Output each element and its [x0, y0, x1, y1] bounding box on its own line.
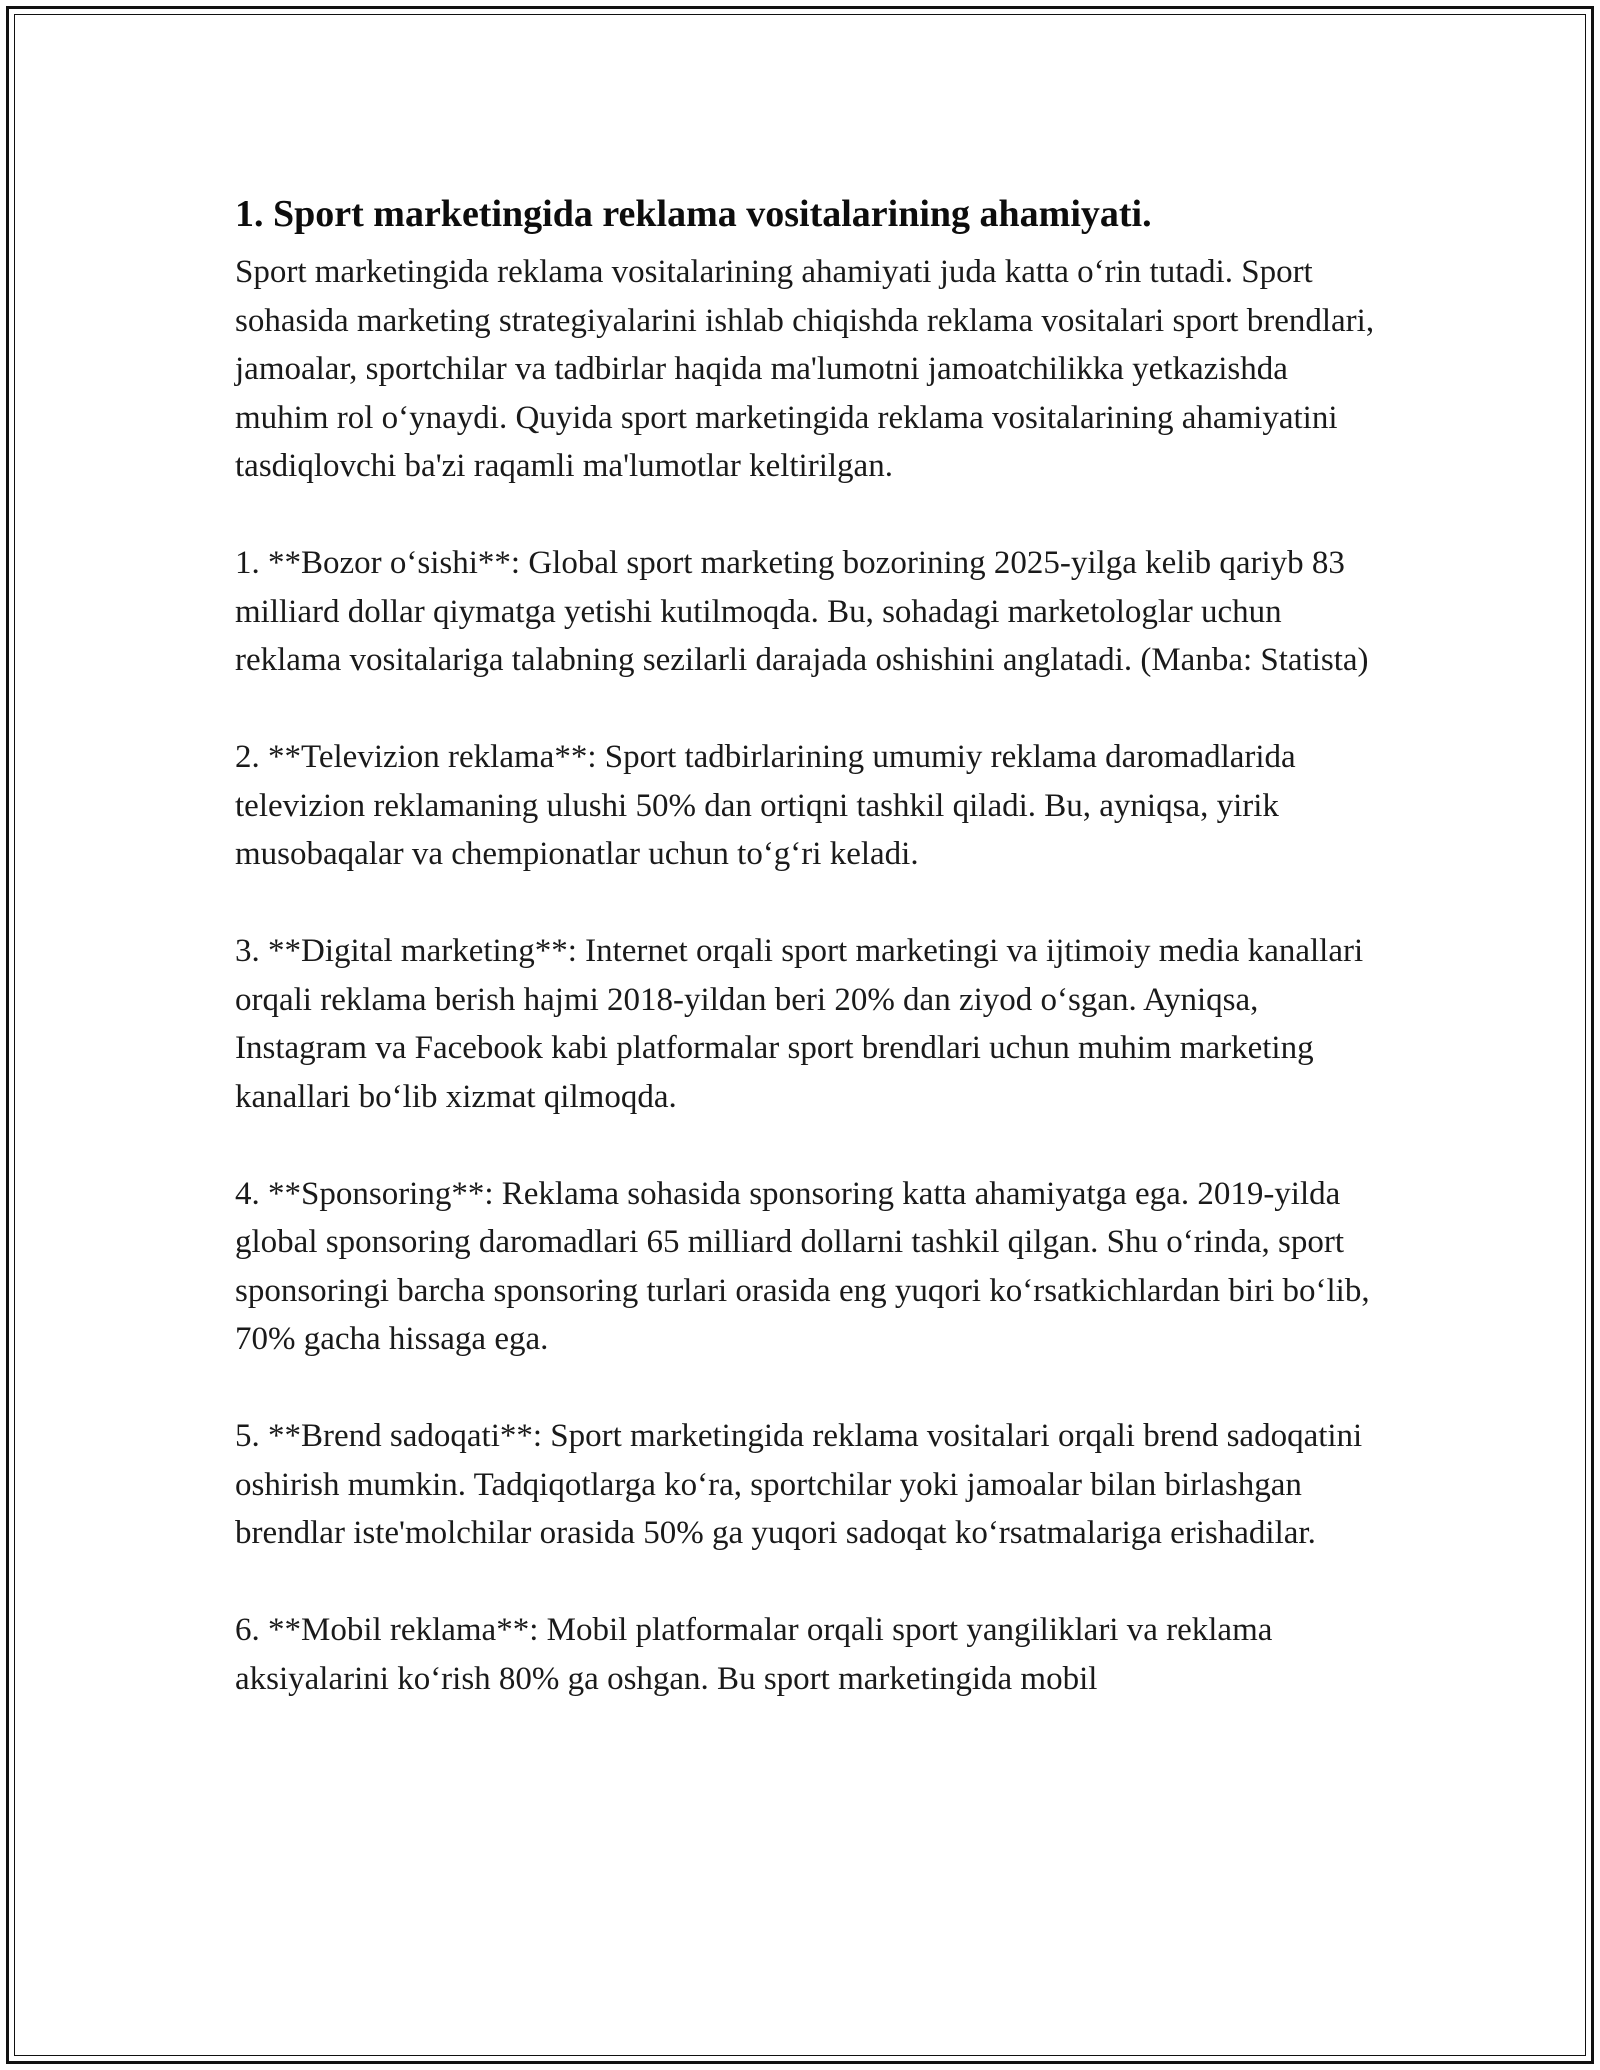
section-heading: 1. Sport marketingida reklama vositalarining ahamiyati.: [235, 193, 1152, 235]
document-body: [235, 186, 1375, 1703]
point-digital-marketing: 3. **Digital marketing**: Internet orqali sport marketingi va ijtimoiy media kanallari orqali reklama berish hajmi 2018-yildan beri 20% dan ziyod o‘sgan. Ayniqsa, Instagram va Facebook kabi platformalar sport brendlari uchun muhim marketing kanallari bo‘lib xizmat qilmoqda.: [235, 933, 1364, 1115]
intro-paragraph: Sport marketingida reklama vositalarining ahamiyati juda katta o‘rin tutadi. Sport sohasida marketing strategiyalarini ishlab chiqishda reklama vositalari sport brendlari, jamoalar, sportchilar va tadbirlar haqida ma'lumotni jamoatchilikka yetkazishda muhim rol o‘ynaydi. Quyida sport marketingida reklama vositalarining ahamiyatini tasdiqlovchi ba'zi raqamli ma'lumotlar keltirilgan.: [235, 254, 1375, 484]
point-mobile-ads: 6. **Mobil reklama**: Mobil platformalar orqali sport yangiliklari va reklama aksiyalarini ko‘rish 80% ga oshgan. Bu sport marketingida mobil: [235, 1612, 1273, 1697]
point-television-ads: 2. **Televizion reklama**: Sport tadbirlarining umumiy reklama daromadlarida televizion reklamaning ulushi 50% dan ortiqni tashkil qiladi. Bu, ayniqsa, yirik musobaqalar va chempionatlar uchun to‘g‘ri keladi.: [235, 739, 1296, 872]
point-sponsoring: 4. **Sponsoring**: Reklama sohasida sponsoring katta ahamiyatga ega. 2019-yilda global sponsoring daromadlari 65 milliard dollarni tashkil qilgan. Shu o‘rinda, sport sponsoringi barcha sponsoring turlari orasida eng yuqori ko‘rsatkichlardan biri bo‘lib, 70% gacha hissaga ega.: [235, 1175, 1370, 1357]
point-market-growth: 1. **Bozor o‘sishi**: Global sport marketing bozorining 2025-yilga kelib qariyb 83 milliard dollar qiymatga yetishi kutilmoqda. Bu, sohadagi marketologlar uchun reklama vositalariga talabning sezilarli darajada oshishini anglatadi. (Manba: Statista): [235, 545, 1369, 678]
point-brand-loyalty: 5. **Brend sadoqati**: Sport marketingida reklama vositalari orqali brend sadoqatini oshirish mumkin. Tadqiqotlarga ko‘ra, sportchilar yoki jamoalar bilan birlashgan brendlar iste'molchilar orasida 50% ga yuqori sadoqat ko‘rsatmalariga erishadilar.: [235, 1418, 1363, 1551]
